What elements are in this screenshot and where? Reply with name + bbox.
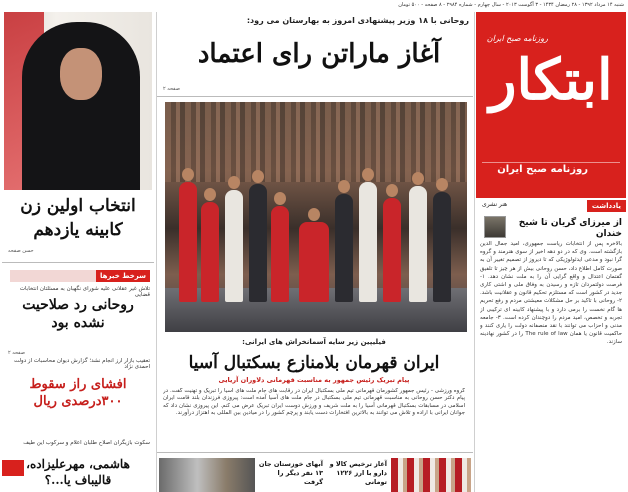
photo-head xyxy=(204,188,216,201)
commentary-column xyxy=(476,200,626,492)
photo-crowd xyxy=(165,102,467,182)
lead-headline[interactable]: انتخاب اولین زن کابینه یازدهم xyxy=(20,196,136,240)
main-kicker: روحانی با ۱۸ وزیر پیشنهادی امروز به بهارستان می رود: xyxy=(246,16,469,25)
dateline: شنبه ۱۴ مرداد ۱۳۹۲ - ۲۸ رمضان ۱۴۳۴ - ۳ آگوست ۲۰۱۳ - سال چهارم - شماره ۲۹۸۴ - ۸ صفحه - ۵۰۰ تومان xyxy=(398,2,624,8)
photo-head xyxy=(252,170,264,183)
sport-story: گروه ورزشی - رئیس جمهور کشورمان قهرمانی تیم ملی بسکتبال ایران در رقابت های جام ملت های آسیا را تبریک و تهنیت گفت. در پیام دکتر حسن روحانی به مناسبت قهرمانی تیم ملی بسکتبال در جام ملت های آسیا آمده است: پیروزی فرزندان بلند قامت ایران اسلامی در مسابقات بسکتبال قهرمانی آسیا را به ملت شریف و ورزش دوست ایران تبریک عرض می کنم. این پیروزی نشان داد که جوانان ایرانی با اراده و تلاش می توانند به بالاترین افتخارات دست یابند و پرچم کشور را در میادین بین المللی به اهتزاز درآورند. xyxy=(163,388,465,417)
lead-page-ref: حسن صفحه xyxy=(8,248,34,254)
photo-player xyxy=(383,198,401,302)
khuzestan-headline[interactable]: آبهای خوزستان جان ۱۳ نفر دیگر را گرفت xyxy=(258,460,323,486)
news-headline[interactable]: افشای راز سقوط ۳۰۰درصدی ریال xyxy=(29,377,127,409)
commentary-headline[interactable]: از میرزای گریان تا شیخ خندان xyxy=(518,218,622,239)
photo-head xyxy=(386,184,398,197)
masthead-subtitle: روزنامه صبح ایران xyxy=(497,164,588,175)
news-section-label: سرخط خبرها xyxy=(96,270,150,282)
photo-head xyxy=(362,168,374,181)
portrait-face xyxy=(60,48,102,100)
photo-head xyxy=(182,168,194,181)
photo-person xyxy=(433,192,451,302)
masthead xyxy=(476,12,626,198)
divider xyxy=(157,452,473,453)
column-divider xyxy=(474,12,475,492)
author-photo xyxy=(484,216,506,238)
dateline-bar xyxy=(0,0,628,10)
flag-graphic xyxy=(2,460,24,492)
main-page-ref: صفحه ۲ xyxy=(163,86,180,92)
photo-player xyxy=(179,182,197,302)
customs-headline[interactable]: آغاز ترخیص کالا و دارو با ارز ۱۲۲۶ تومانی xyxy=(329,460,387,486)
photo-person xyxy=(249,184,267,302)
masthead-small-logo: روزنامه صبح ایران xyxy=(486,34,548,43)
news-headline[interactable]: هاشمی، مهرعلیزاده، قالیباف یا...؟ xyxy=(26,457,130,487)
photo-person xyxy=(409,186,427,302)
photo-head xyxy=(274,192,286,205)
photo-person xyxy=(359,182,377,302)
sport-deck: پیام تبریک رئیس جمهور به مناسبت قهرمانی دلاوران آریایی xyxy=(218,376,410,384)
news-kicker: تلاش غیر عقلانی علیه شورای نگهبان به مسئلتان انتخابات قضایی xyxy=(19,286,150,298)
customs-photo xyxy=(391,458,471,492)
photo-player xyxy=(201,202,219,302)
photo-person xyxy=(335,194,353,302)
khuzestan-photo xyxy=(159,458,255,492)
photo-player xyxy=(271,206,289,302)
main-headline[interactable]: آغاز ماراتن رای اعتماد xyxy=(197,39,441,69)
photo-kicker: فیلیپین زیر سایه آسمانخراش های ایرانی: xyxy=(242,338,386,346)
photo-head xyxy=(308,208,320,221)
photo-head xyxy=(412,172,424,185)
news-headline[interactable]: روحانی رد صلاحیت نشده بود xyxy=(22,297,134,331)
news-kicker: سکوت بازیگران اصلاح طلبان اعلام و سرکوب این طیف xyxy=(23,440,150,446)
commentary-author: هنر نشرى xyxy=(482,201,508,208)
photo-head xyxy=(436,178,448,191)
main-story-column xyxy=(157,12,473,492)
photo-person xyxy=(225,190,243,302)
masthead-logo: ابتکار xyxy=(489,47,613,113)
sport-headline[interactable]: ایران قهرمان بلامنازع بسکتبال آسیا xyxy=(188,353,440,373)
news-section-bar xyxy=(10,270,150,282)
photo-head xyxy=(228,176,240,189)
basketball-team-photo xyxy=(165,102,467,332)
commentary-body: بالاخره پس از انتخابات ریاست جمهوری، امید جمال الدین بازگشته است. وی که در دو دهه اخیر از سوی هنرمند و گروه گرا نبود و مدعی ایدئولوژیکی که تا دیروز از تصمیم تغییر آن به صورت کامل اطلاع داد، حسن روحانی بیش از هر چیز تا تلفیق گفتمان اعتدال و واقع گرایی آن را به ملت نشان دهد. ۱- فرصت دولتمردان تازه و رسیدن به وفاق ملی و اشتی کاری جدید در کشور است که مستلزم تحکیم قانون و عقلانیت باشد. ۲- روحانی با تاکید بر حل مشکلات معیشتی مردم و رفع تحریم ها گام نخست را برمی دارد و با پیشنهاد کابینه ای ترکیبی از تجربه و تخصص، امید مردم را دوچندان کرده است. ۳- جامعه مدنی و احزاب می توانند با نقد منصفانه دولت را یاری کنند و حاکمیت قانون یا همان The rule of law را در کشور نهادینه سازند. xyxy=(480,241,622,346)
photo-player xyxy=(299,222,329,302)
minister-portrait xyxy=(4,12,152,190)
news-page-ref: صفحه ۲ xyxy=(8,350,25,356)
divider xyxy=(2,262,154,263)
commentary-tag: یادداشت xyxy=(587,200,626,212)
divider xyxy=(157,96,473,97)
photo-head xyxy=(338,180,350,193)
left-column xyxy=(2,12,154,492)
news-kicker: تعقیب بازار ارز انجام نشد؛ گزارش دیوان محاسبات از دولت احمدی نژاد xyxy=(13,358,150,370)
masthead-divider xyxy=(482,162,620,163)
